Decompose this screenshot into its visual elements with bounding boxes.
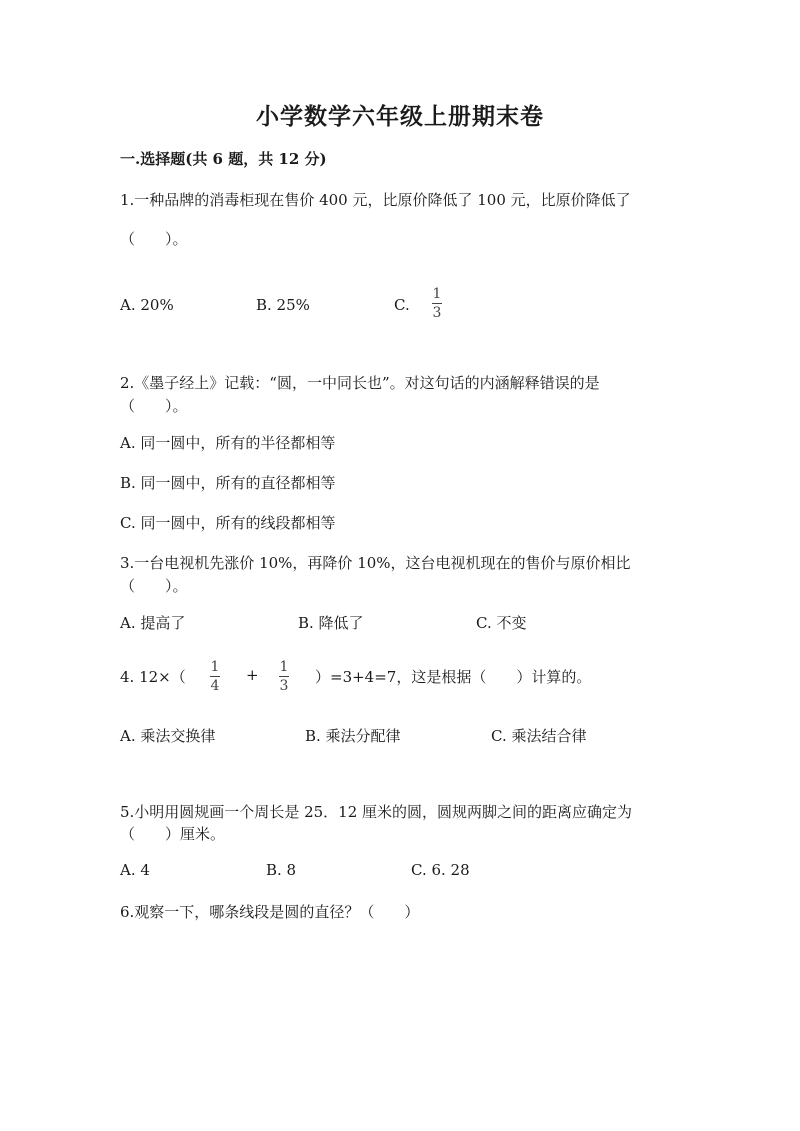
question-2-text: 2.《墨子经上》记载：“圆，一中同长也”。对这句话的内涵解释错误的是 <box>120 374 600 392</box>
question-5-option-c: C. 6. 28 <box>411 861 470 879</box>
question-5-blank: （ ）厘米。 <box>120 825 226 843</box>
question-3-option-a: A. 提高了 <box>120 614 186 632</box>
page-title: 小学数学六年级上册期末卷 <box>256 103 544 130</box>
question-2-blank: （ ）。 <box>120 397 188 415</box>
question-1-option-c-label: C. <box>394 296 410 314</box>
fraction-numerator: 1 <box>432 286 442 302</box>
question-5-option-b: B. 8 <box>266 861 297 879</box>
question-4-plus-sign: + <box>246 666 259 684</box>
question-4-option-a: A. 乘法交换律 <box>120 727 216 745</box>
fraction-bar <box>279 676 289 677</box>
question-4-suffix: ）=3+4=7，这是根据（ ）计算的。 <box>315 668 592 686</box>
fraction-bar <box>210 676 220 677</box>
fraction-bar <box>432 303 442 304</box>
question-3-text: 3.一台电视机先涨价 10%，再降价 10%，这台电视机现在的售价与原价相比 <box>120 554 631 572</box>
question-1-option-c-fraction <box>432 286 442 321</box>
fraction-numerator: 1 <box>210 659 220 675</box>
question-3-option-b: B. 降低了 <box>298 614 364 632</box>
section-heading: 一.选择题(共 6 题，共 12 分) <box>120 150 327 168</box>
question-1-blank: （ ）。 <box>120 230 188 248</box>
question-4-fraction-1 <box>210 659 220 694</box>
fraction-numerator: 1 <box>279 659 289 675</box>
question-4-prefix: 4. 12×（ <box>120 668 186 686</box>
question-5-option-a: A. 4 <box>120 861 150 879</box>
question-6-text: 6.观察一下，哪条线段是圆的直径？（ ） <box>120 903 420 921</box>
question-1-text: 1.一种品牌的消毒柜现在售价 400 元，比原价降低了 100 元，比原价降低了 <box>120 191 631 209</box>
question-2-option-c: C. 同一圆中，所有的线段都相等 <box>120 514 336 532</box>
fraction-denominator: 3 <box>279 678 289 694</box>
question-1-option-a: A. 20% <box>120 296 174 314</box>
question-3-blank: （ ）。 <box>120 577 188 595</box>
question-4-fraction-2 <box>279 659 289 694</box>
question-2-option-b: B. 同一圆中，所有的直径都相等 <box>120 474 336 492</box>
question-4-option-c: C. 乘法结合律 <box>491 727 587 745</box>
fraction-denominator: 3 <box>432 305 442 321</box>
fraction-denominator: 4 <box>210 678 220 694</box>
question-1-option-b: B. 25% <box>256 296 310 314</box>
question-4-option-b: B. 乘法分配律 <box>305 727 401 745</box>
question-2-option-a: A. 同一圆中，所有的半径都相等 <box>120 434 336 452</box>
question-3-option-c: C. 不变 <box>476 614 527 632</box>
question-5-text: 5.小明用圆规画一个周长是 25．12 厘米的圆，圆规两脚之间的距离应确定为 <box>120 803 633 821</box>
